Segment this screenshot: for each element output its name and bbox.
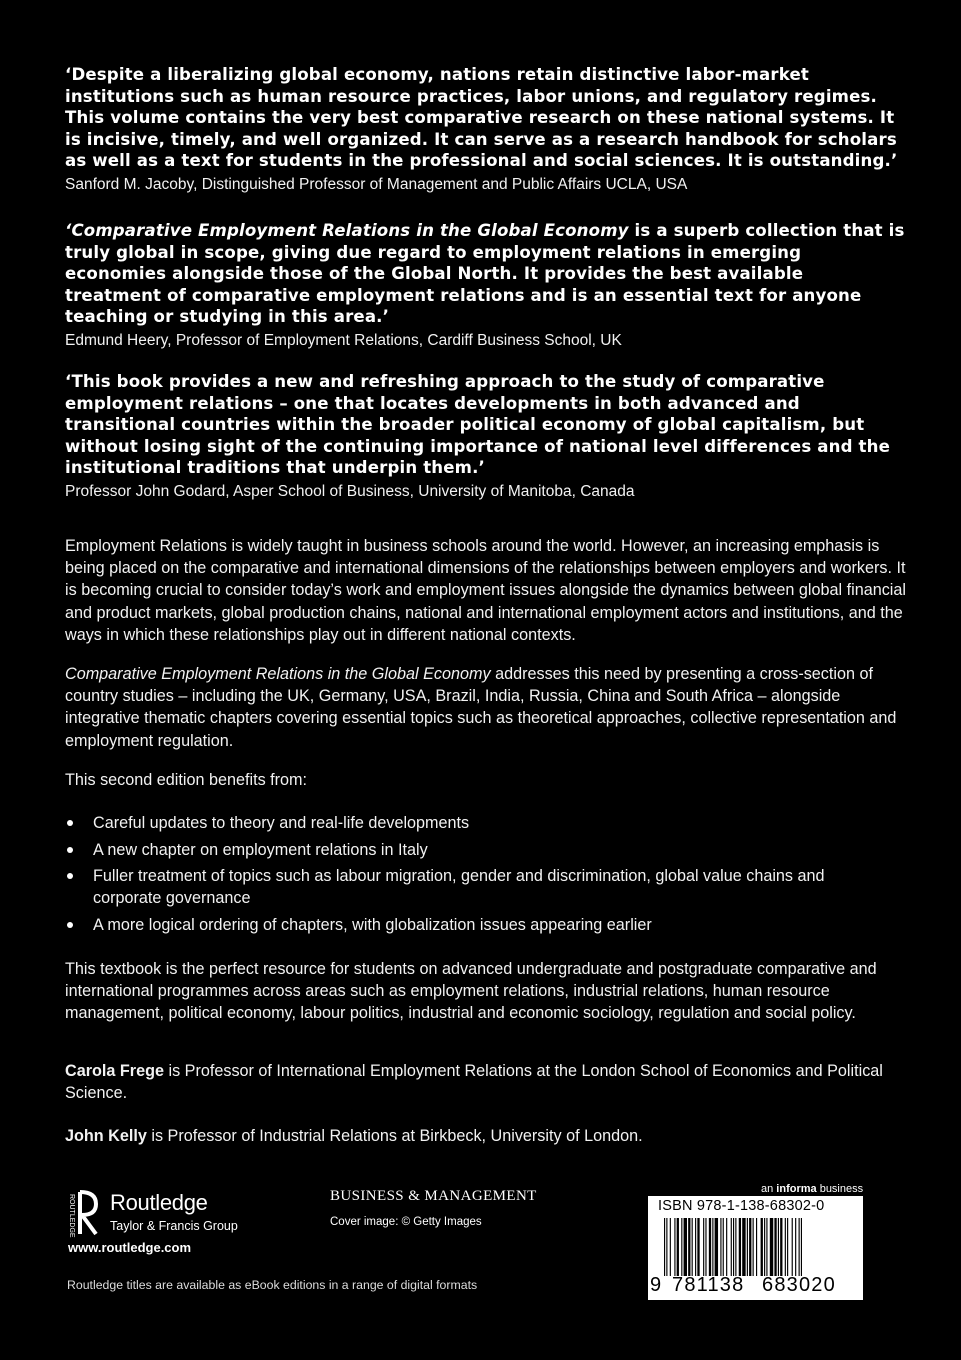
endorsement-2-text xyxy=(65,220,905,328)
list-item: Fuller treatment of topics such as labour migration, gender and discrimination, global value chains and corporate governance xyxy=(65,865,895,909)
endorsement-1-attribution: Sanford M. Jacoby, Distinguished Professor of Management and Public Affairs UCLA, USA xyxy=(65,175,688,193)
endorsement-1 xyxy=(65,64,905,195)
author-name-1: Carola Frege xyxy=(65,1062,164,1080)
logo-vertical-text: ROUTLEDGE xyxy=(68,1194,75,1238)
list-item: A more logical ordering of chapters, with globalization issues appearing earlier xyxy=(65,914,895,936)
list-item: A new chapter on employment relations in Italy xyxy=(65,839,895,861)
author-bio-1-text: is Professor of International Employment Relations at the London School of Economics and Political Science. xyxy=(65,1062,883,1103)
endorsement-3-attribution: Professor John Godard, Asper School of Business, University of Manitoba, Canada xyxy=(65,482,635,500)
bullet-icon xyxy=(67,820,73,826)
publisher-website: www.routledge.com xyxy=(68,1240,192,1255)
description-paragraph-2 xyxy=(65,663,910,752)
description-paragraph-3: This textbook is the perfect resource for students on advanced undergraduate and postgraduate comparative and international programmes across areas such as employment relations, industrial relations, human resource management, political economy, labour politics, industrial and economic sociology, regulation and social policy. xyxy=(65,960,877,1023)
isbn-number: ISBN 978-1-138-68302-0 xyxy=(658,1198,825,1214)
endorsement-3 xyxy=(65,371,905,502)
bullet-icon xyxy=(67,873,73,879)
ebook-note: Routledge titles are available as eBook editions in a range of digital formats xyxy=(67,1278,478,1292)
barcode-right-digits: 683020 xyxy=(762,1274,836,1296)
description-book-title: Comparative Employment Relations in the Global Economy xyxy=(65,665,491,683)
informa-brand: informa xyxy=(776,1183,817,1195)
barcode-left-digits: 781138 xyxy=(672,1274,745,1296)
endorsement-2 xyxy=(65,220,905,351)
endorsement-2-book-title: ‘Comparative Employment Relations in the Global Economy xyxy=(65,221,629,240)
list-item: Careful updates to theory and real-life developments xyxy=(65,812,895,834)
publisher-group: Taylor & Francis Group xyxy=(110,1219,238,1233)
endorsement-1-text: ‘Despite a liberalizing global economy, nations retain distinctive labor-market institutions such as human resource practices, labor unions, and regulatory regimes. This volume contains the very best comparative research on these national systems. It is incisive, timely, and well organized. It can serve as a research handbook for scholars as well as a text for students in the professional and social sciences. It is outstanding.’ xyxy=(65,65,898,171)
endorsement-2-attribution: Edmund Heery, Professor of Employment Relations, Cardiff Business School, UK xyxy=(65,331,622,349)
barcode-icon xyxy=(656,1218,855,1278)
benefits-intro: This second edition benefits from: xyxy=(65,771,308,789)
benefits-list xyxy=(65,812,895,940)
author-bio-2-text: is Professor of Industrial Relations at Birkbeck, University of London. xyxy=(146,1127,643,1145)
cover-credit: Cover image: © Getty Images xyxy=(330,1216,482,1228)
informa-tagline: an informa business xyxy=(761,1183,864,1195)
isbn-barcode xyxy=(648,1196,863,1300)
routledge-logo-icon xyxy=(66,1188,100,1238)
author-bio-1 xyxy=(65,1060,910,1104)
publisher-name: Routledge xyxy=(110,1190,208,1215)
author-name-2: John Kelly xyxy=(65,1127,147,1145)
subject-category: BUSINESS & MANAGEMENT xyxy=(330,1188,537,1204)
barcode-first-digit: 9 xyxy=(650,1274,662,1296)
barcode-digits xyxy=(648,1274,863,1298)
author-bio-2 xyxy=(65,1125,910,1147)
description-paragraph-2-body: addresses this need by presenting a cross-section of country studies – including the UK, Germany, USA, Brazil, India, Russia, China and South Africa – alongside integrative thematic chapters covering essential topics such as theoretical approaches, collective representation and employment regulation. xyxy=(65,665,897,750)
bullet-icon xyxy=(67,922,73,928)
endorsement-2-body: is a superb collection that is truly global in scope, giving due regard to employment relations in emerging economies alongside those of the Global North. It provides the best available treatment of comparative employment relations and is an essential text for anyone teaching or studying in this area.’ xyxy=(65,221,905,327)
description-paragraph-1: Employment Relations is widely taught in business schools around the world. However, an increasing emphasis is being placed on the comparative and international dimensions of the relationships between employers and workers. It is becoming crucial to consider today’s work and employment issues alongside the dynamics between global financial and product markets, global production chains, national and international employment actors and institutions, and the ways in which these relationships play out in different national contexts. xyxy=(65,537,907,644)
endorsement-3-text: ‘This book provides a new and refreshing approach to the study of comparative employment relations – one that locates developments in both advanced and transitional countries within the broader political economy of global capitalism, but without losing sight of the continuing importance of national level differences and the institutional traditions that underpin them.’ xyxy=(65,372,891,478)
bullet-icon xyxy=(67,847,73,853)
